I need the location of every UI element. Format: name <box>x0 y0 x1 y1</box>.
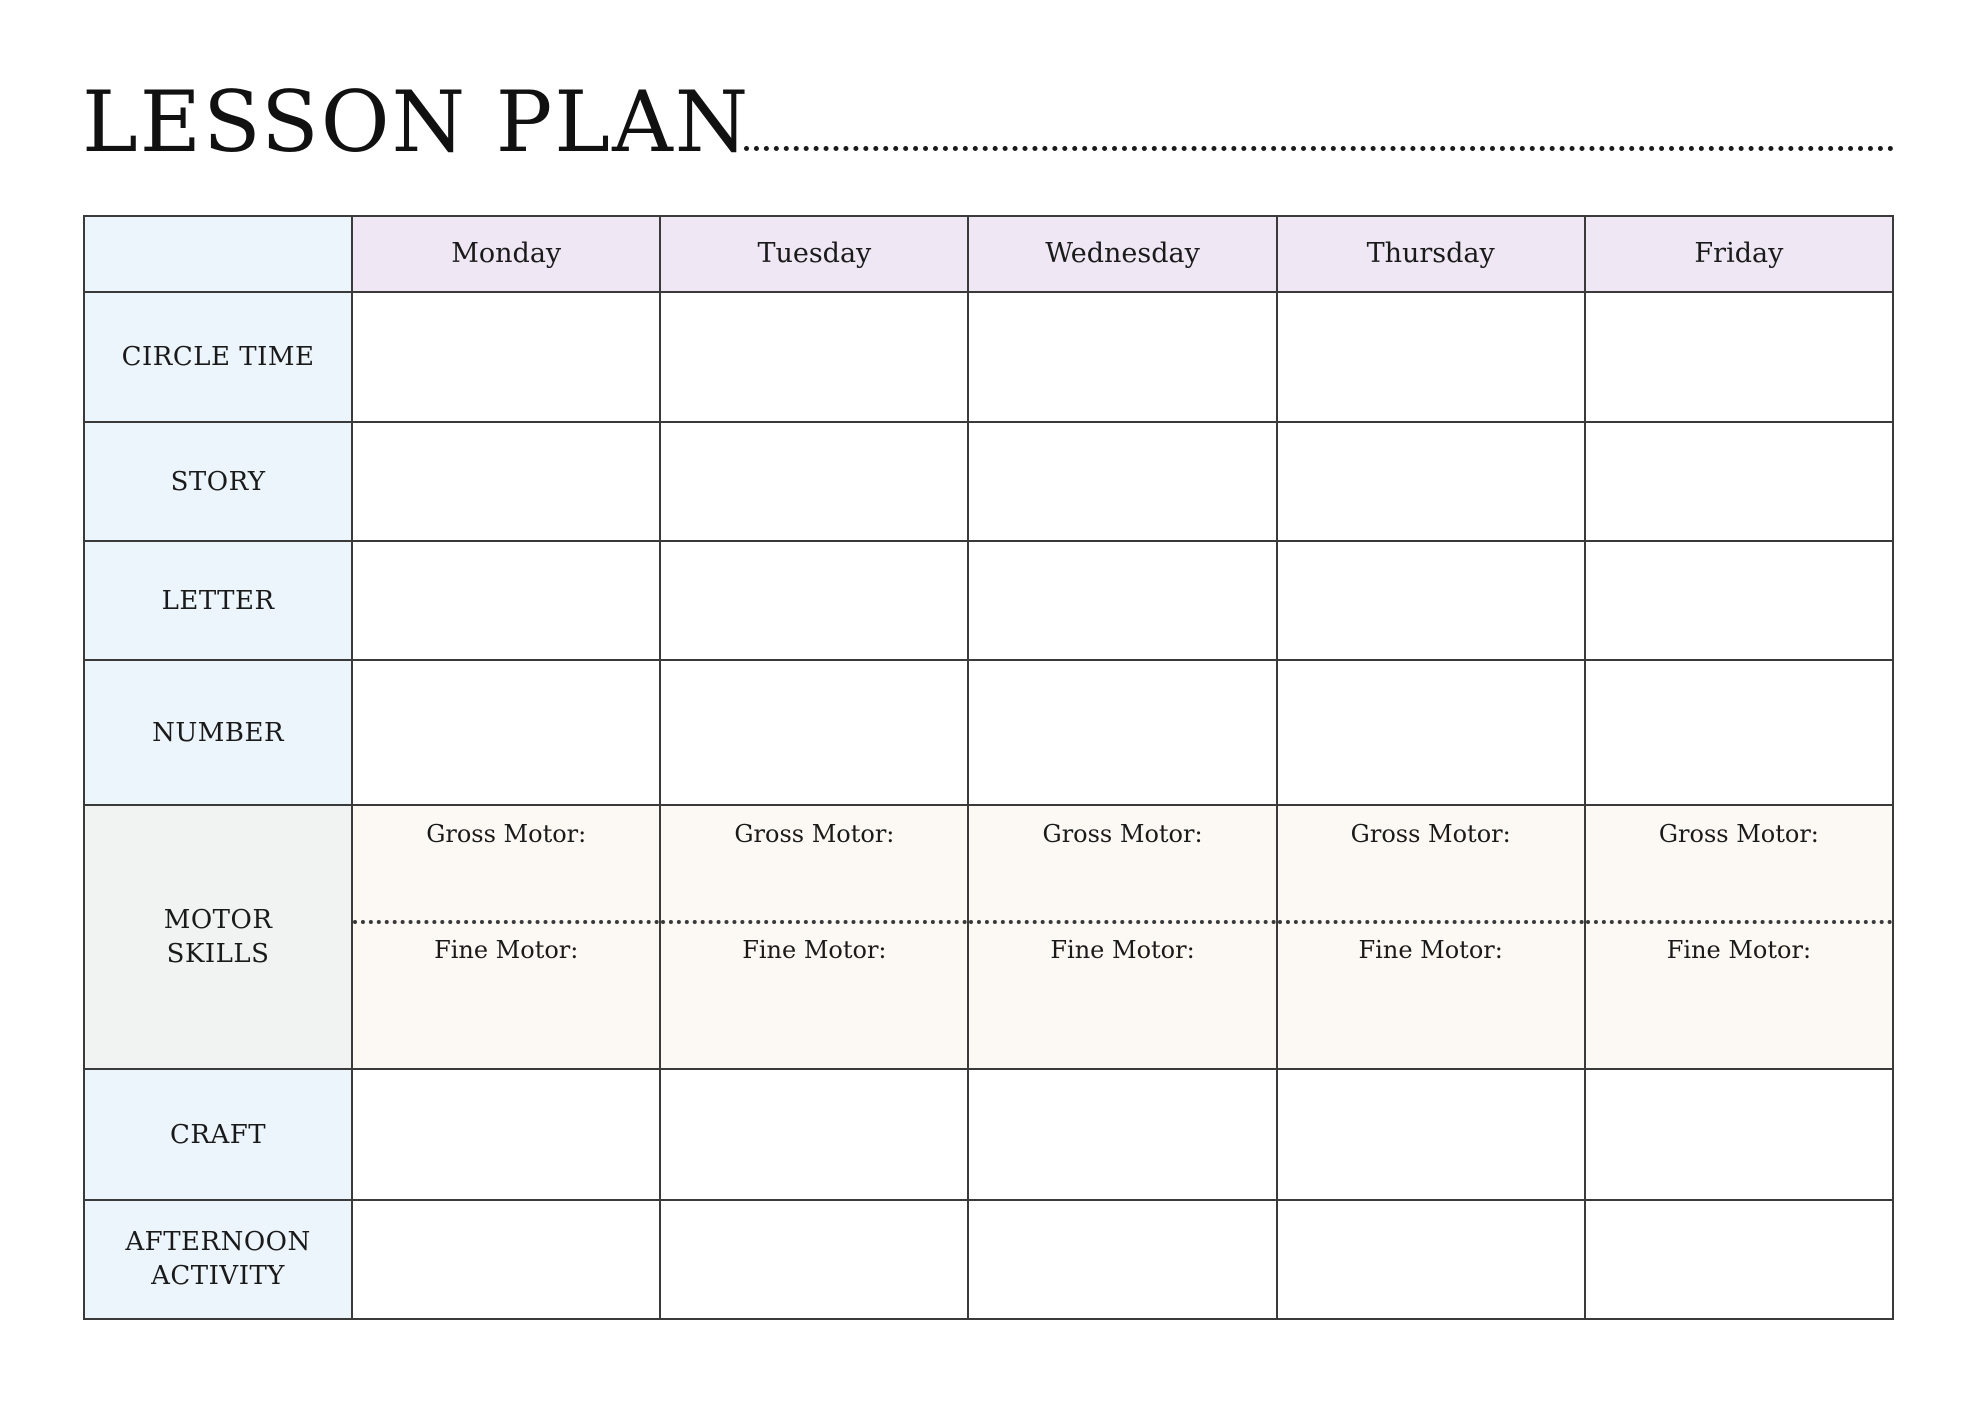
row-label-craft: CRAFT <box>84 1069 352 1199</box>
cell-story-thursday[interactable] <box>1277 422 1585 541</box>
day-header-thursday: Thursday <box>1277 216 1585 292</box>
row-afternoon-activity <box>84 1200 1893 1319</box>
motor-dotted-divider <box>353 920 659 924</box>
cell-motor-thursday[interactable] <box>1277 805 1585 1070</box>
gross-motor-label: Gross Motor: <box>1350 819 1511 848</box>
row-label-letter: LETTER <box>84 541 352 660</box>
cell-number-monday[interactable] <box>352 660 660 804</box>
title-dotted-line[interactable] <box>744 146 1894 151</box>
cell-number-friday[interactable] <box>1585 660 1893 804</box>
row-label-story: STORY <box>84 422 352 541</box>
fine-motor-label: Fine Motor: <box>434 935 579 964</box>
cell-story-tuesday[interactable] <box>660 422 968 541</box>
cell-motor-wednesday[interactable] <box>968 805 1276 1070</box>
cell-story-friday[interactable] <box>1585 422 1893 541</box>
motor-cell-inner <box>353 806 659 1066</box>
cell-craft-tuesday[interactable] <box>660 1069 968 1199</box>
motor-cell-inner <box>1278 806 1584 1066</box>
fine-motor-label: Fine Motor: <box>1666 935 1812 964</box>
motor-dotted-divider <box>661 920 967 924</box>
cell-number-thursday[interactable] <box>1277 660 1585 804</box>
cell-circle-time-monday[interactable] <box>352 292 660 422</box>
day-header-monday: Monday <box>352 216 660 292</box>
row-story <box>84 422 1893 541</box>
cell-motor-tuesday[interactable] <box>660 805 968 1070</box>
row-label-motor-skills: MOTOR SKILLS <box>84 805 352 1070</box>
motor-cell-inner <box>661 806 967 1066</box>
row-number <box>84 660 1893 804</box>
day-header-wednesday: Wednesday <box>968 216 1276 292</box>
cell-craft-friday[interactable] <box>1585 1069 1893 1199</box>
row-motor-skills <box>84 805 1893 1070</box>
gross-motor-label: Gross Motor: <box>426 819 587 848</box>
cell-letter-wednesday[interactable] <box>968 541 1276 660</box>
cell-craft-monday[interactable] <box>352 1069 660 1199</box>
header-row <box>84 216 1893 292</box>
cell-afternoon-wednesday[interactable] <box>968 1200 1276 1319</box>
cell-afternoon-thursday[interactable] <box>1277 1200 1585 1319</box>
motor-dotted-divider <box>1586 920 1892 924</box>
cell-craft-thursday[interactable] <box>1277 1069 1585 1199</box>
title-row <box>82 62 1894 182</box>
row-letter <box>84 541 1893 660</box>
cell-craft-wednesday[interactable] <box>968 1069 1276 1199</box>
cell-afternoon-friday[interactable] <box>1585 1200 1893 1319</box>
motor-dotted-divider <box>969 920 1275 924</box>
day-header-friday: Friday <box>1585 216 1893 292</box>
cell-circle-time-friday[interactable] <box>1585 292 1893 422</box>
motor-dotted-divider <box>1278 920 1584 924</box>
cell-afternoon-tuesday[interactable] <box>660 1200 968 1319</box>
cell-letter-thursday[interactable] <box>1277 541 1585 660</box>
cell-story-wednesday[interactable] <box>968 422 1276 541</box>
motor-cell-inner <box>1586 806 1892 1066</box>
row-label-afternoon-activity: AFTERNOON ACTIVITY <box>84 1200 352 1319</box>
corner-cell <box>84 216 352 292</box>
gross-motor-label: Gross Motor: <box>1658 819 1819 848</box>
cell-afternoon-monday[interactable] <box>352 1200 660 1319</box>
row-circle-time <box>84 292 1893 422</box>
lesson-plan-table <box>83 215 1894 1320</box>
cell-letter-friday[interactable] <box>1585 541 1893 660</box>
cell-letter-monday[interactable] <box>352 541 660 660</box>
day-header-tuesday: Tuesday <box>660 216 968 292</box>
cell-number-tuesday[interactable] <box>660 660 968 804</box>
row-craft <box>84 1069 1893 1199</box>
cell-circle-time-thursday[interactable] <box>1277 292 1585 422</box>
row-label-number: NUMBER <box>84 660 352 804</box>
fine-motor-label: Fine Motor: <box>1358 935 1503 964</box>
row-label-circle-time: CIRCLE TIME <box>84 292 352 422</box>
cell-story-monday[interactable] <box>352 422 660 541</box>
gross-motor-label: Gross Motor: <box>1042 819 1203 848</box>
page-title: LESSON PLAN <box>82 73 751 171</box>
motor-cell-inner <box>969 806 1275 1066</box>
fine-motor-label: Fine Motor: <box>1050 935 1195 964</box>
cell-motor-monday[interactable] <box>352 805 660 1070</box>
cell-circle-time-wednesday[interactable] <box>968 292 1276 422</box>
cell-circle-time-tuesday[interactable] <box>660 292 968 422</box>
cell-number-wednesday[interactable] <box>968 660 1276 804</box>
cell-motor-friday[interactable] <box>1585 805 1893 1070</box>
fine-motor-label: Fine Motor: <box>742 935 887 964</box>
gross-motor-label: Gross Motor: <box>734 819 895 848</box>
cell-letter-tuesday[interactable] <box>660 541 968 660</box>
